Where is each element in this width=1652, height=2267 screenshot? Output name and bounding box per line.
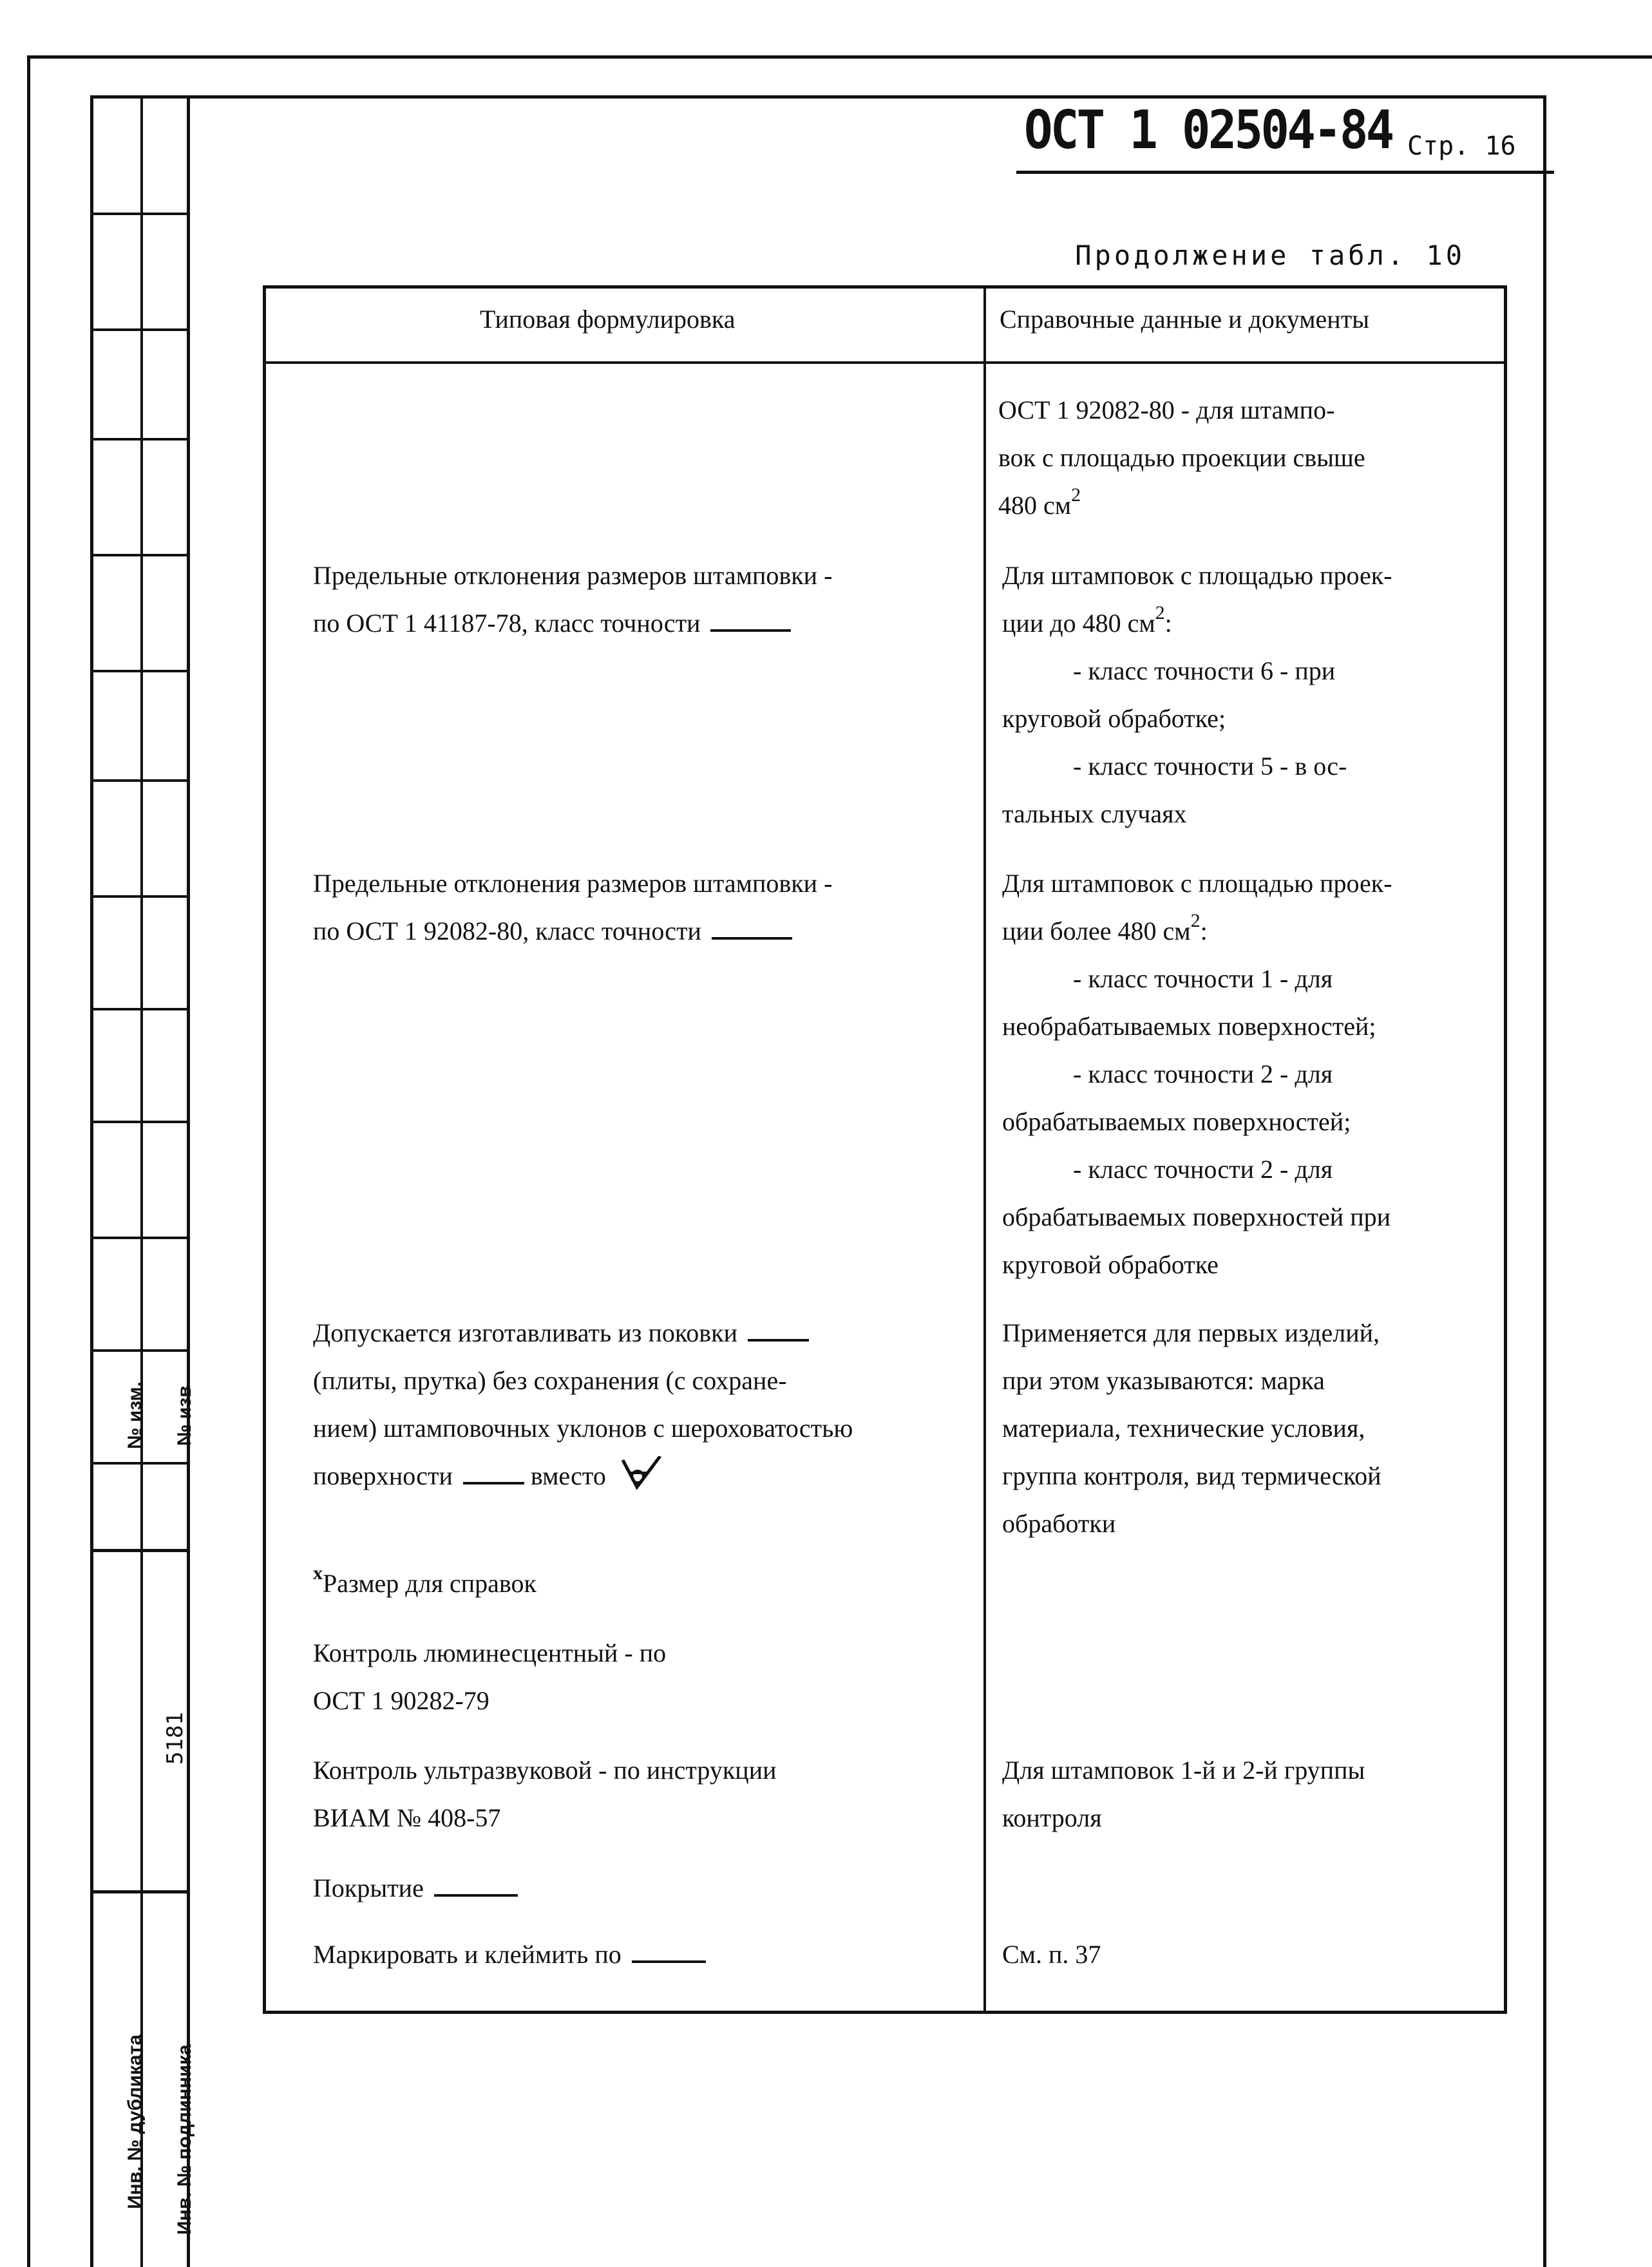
stamp-line-a <box>90 95 93 2267</box>
outer-frame-left <box>27 55 30 2267</box>
row-3-right: Применяется для первых изделий, при этом указываются: марка материала, технические условия, группа контроля, вид термической обработки <box>1002 1318 1381 1538</box>
row-7-left: Покрытие <box>313 1864 518 1912</box>
row-8-right: См. п. 37 <box>1002 1940 1101 1969</box>
document-code: ОСТ 1 02504-84 <box>1024 100 1392 161</box>
row-5-left: Контроль люминесцентный - по ОСТ 1 90282-79 <box>313 1638 667 1715</box>
row-6-right: Для штамповок 1-й и 2-й группы контроля <box>1002 1756 1365 1832</box>
table-continuation-caption: Продолжение табл. 10 <box>1075 240 1465 271</box>
row-0-right: ОСТ 1 92082-80 - для штампо- вок с площадью проекции свыше 480 $см^2$ <box>998 395 1365 520</box>
inner-frame-right <box>1543 95 1546 2267</box>
inner-frame-top <box>90 95 1546 99</box>
col-header-left: Типовая формулировка <box>480 305 736 334</box>
col-header-right: Справочные данные и документы <box>1000 305 1370 334</box>
page-number: Стр. 16 <box>1407 131 1516 161</box>
table-column-divider <box>983 285 986 2014</box>
table-header-divider <box>263 361 1507 364</box>
stamp-no-izm: № изм. <box>124 1381 146 1449</box>
row-2-left: Предельные отклонения размеров штамповки - по ОСТ 1 92082-80, класс точности <box>313 869 833 945</box>
row-2-right: Для штамповок с площадью проек- ции более 480 $см^2$: - класс точности 1 - для необрабатываемых поверхностей; - класс точности 2 - для обрабатываемых поверхностей; - класс точности 2 - для обрабатываемых поверхностей при круговой обработке <box>1002 869 1392 1279</box>
row-8-left: Маркировать и клеймить по <box>313 1931 706 1978</box>
doc-code-underline <box>1016 171 1554 174</box>
stamp-block-sep-1 <box>90 1549 187 1552</box>
outer-frame-top <box>27 55 1652 59</box>
stamp-block-sep-2 <box>90 1890 187 1893</box>
row-1-left: Предельные отклонения размеров штамповки - по ОСТ 1 41187-78, класс точности <box>313 561 833 638</box>
footnote-mark: x <box>313 1562 323 1584</box>
row-3-left: Допускается изготавливать из поковки (плиты, прутка) без сохранения (с сохране- нием) штамповочных уклонов с шероховатостью поверхности вместо <box>313 1309 853 1500</box>
stamp-no-izv: № изв <box>174 1385 195 1446</box>
stamp-inv-podlinnika: Инв. № подлинника <box>174 2044 195 2235</box>
row-4-left: $^x$Размер для справок <box>313 1562 536 1598</box>
row-1-right: Для штамповок с площадью проек- ции до 480 $см^2$: - класс точности 6 - при круговой обработке; - класс точности 5 - в ос- тальных случаях <box>1002 561 1392 828</box>
roughness-symbol-icon <box>622 1456 663 1492</box>
stamp-line-c <box>187 95 190 2267</box>
stamp-number: 5181 <box>162 1712 188 1765</box>
stamp-line-b <box>140 95 143 2267</box>
stamp-inv-dublikata: Инв. № дубликата <box>124 2034 146 2209</box>
row-6-left: Контроль ультразвуковой - по инструкции ВИАМ № 408-57 <box>313 1756 777 1832</box>
